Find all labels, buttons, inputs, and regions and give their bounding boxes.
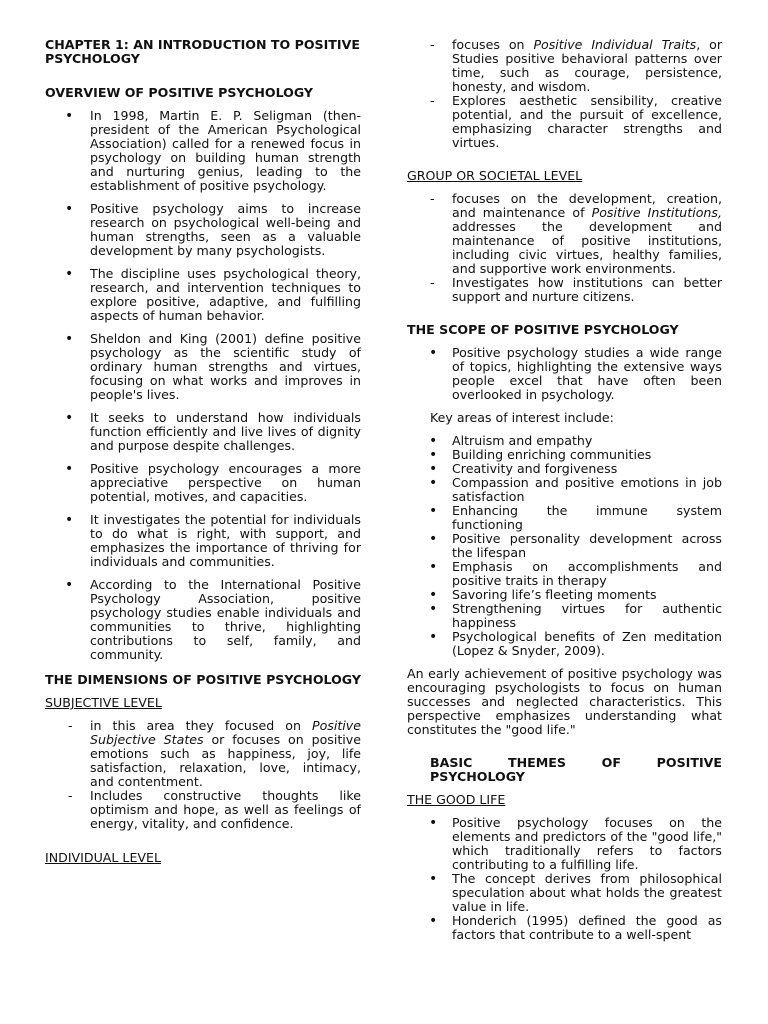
key-area-item: • Savoring life’s fleeting moments — [407, 588, 722, 602]
overview-bullet: • Sheldon and King (2001) define positive psychology as the scientific study of ordinary human strengths and virtues, focusing on what works and improves in people's lives. — [45, 332, 361, 402]
overview-bullet: • It investigates the potential for individuals to do what is right, with support, and emphasizes the importance of thriving for individuals and communities. — [45, 513, 361, 569]
good-life-bullet: • Positive psychology focuses on the elements and predictors of the "good life," which traditionally refers to factors contributing to a fulfilling life. — [407, 816, 722, 872]
individual-level-label: INDIVIDUAL LEVEL — [45, 850, 161, 865]
right-column — [407, 38, 722, 942]
group-dash-item: - Investigates how institutions can better support and nurture citizens. — [407, 276, 722, 304]
themes-heading: BASIC THEMES OF POSITIVE PSYCHOLOGY — [430, 755, 722, 784]
group-level-label: GROUP OR SOCIETAL LEVEL — [407, 168, 583, 183]
key-area-item: • Compassion and positive emotions in job satisfaction — [407, 476, 722, 504]
key-area-item: • Positive personality development across the lifespan — [407, 532, 722, 560]
individual-dash-item: - focuses on Positive Individual Traits, or Studies positive behavioral patterns over time, such as courage, persistence, honesty, and wisdom. — [407, 38, 722, 94]
scope-closing-paragraph: An early achievement of positive psychology was encouraging psychologists to focus on human successes and neglected characteristics. This perspective emphasizes understanding what constitutes the "good life." — [407, 666, 722, 737]
key-area-item: • Altruism and empathy — [407, 434, 722, 448]
subjective-dash-item: - Includes constructive thoughts like optimism and hope, as well as feelings of energy, vitality, and confidence. — [45, 789, 361, 831]
overview-bullet-list — [45, 109, 361, 662]
overview-bullet: • In 1998, Martin E. P. Seligman (then-president of the American Psychological Association) called for a renewed focus in psychology on building human strength and nurturing genius, leading to the establishment of positive psychology. — [45, 109, 361, 193]
good-life-bullet: • The concept derives from philosophical speculation about what holds the greatest value in life. — [407, 872, 722, 914]
subjective-dash-list — [45, 719, 361, 831]
dimensions-heading: THE DIMENSIONS OF POSITIVE PSYCHOLOGY — [45, 672, 361, 687]
key-area-item: • Psychological benefits of Zen meditation (Lopez & Snyder, 2009). — [407, 630, 722, 658]
key-area-item: • Creativity and forgiveness — [407, 462, 722, 476]
key-area-item: • Strengthening virtues for authentic happiness — [407, 602, 722, 630]
key-areas-list — [407, 434, 722, 658]
individual-dash-list — [407, 38, 722, 150]
left-column — [45, 38, 361, 865]
good-life-list — [407, 816, 722, 942]
overview-bullet: • Positive psychology aims to increase research on psychological well-being and human strengths, seen as a valuable development by many psychologists. — [45, 202, 361, 258]
overview-bullet: • The discipline uses psychological theory, research, and intervention techniques to explore positive, adaptive, and fulfilling aspects of human behavior. — [45, 267, 361, 323]
scope-heading: THE SCOPE OF POSITIVE PSYCHOLOGY — [407, 322, 679, 337]
good-life-bullet: • Honderich (1995) defined the good as factors that contribute to a well-spent — [407, 914, 722, 942]
key-area-item: • Building enriching communities — [407, 448, 722, 462]
overview-bullet: • Positive psychology encourages a more appreciative perspective on human potential, motives, and capacities. — [45, 462, 361, 504]
chapter-title: CHAPTER 1: AN INTRODUCTION TO POSITIVE PSYCHOLOGY — [45, 37, 360, 66]
overview-bullet: • It seeks to understand how individuals function efficiently and live lives of dignity and purpose despite challenges. — [45, 411, 361, 453]
individual-dash-item: - Explores aesthetic sensibility, creative potential, and the pursuit of excellence, emphasizing character strengths and virtues. — [407, 94, 722, 150]
overview-heading: OVERVIEW OF POSITIVE PSYCHOLOGY — [45, 85, 314, 100]
subjective-dash-item: - in this area they focused on Positive Subjective States or focuses on positive emotions such as happiness, joy, life satisfaction, relaxation, love, intimacy, and contentment. — [45, 719, 361, 789]
overview-bullet: • According to the International Positive Psychology Association, positive psychology studies enable individuals and communities to thrive, highlighting contributions to self, family, and community. — [45, 578, 361, 662]
group-dash-list — [407, 192, 722, 304]
key-area-item: • Emphasis on accomplishments and positive traits in therapy — [407, 560, 722, 588]
good-life-label: THE GOOD LIFE — [407, 792, 506, 807]
subjective-level-label: SUBJECTIVE LEVEL — [45, 695, 162, 710]
group-dash-item: - focuses on the development, creation, and maintenance of Positive Institutions, addresses the development and maintenance of positive institutions, including civic virtues, healthy families, and supportive work environments. — [407, 192, 722, 276]
scope-intro-bullet: • Positive psychology studies a wide range of topics, highlighting the extensive ways people excel that have often been overlooked in psychology. — [407, 346, 722, 402]
scope-intro-list — [407, 346, 722, 402]
key-areas-label: Key areas of interest include: — [430, 410, 614, 425]
key-area-item: • Enhancing the immune system functioning — [407, 504, 722, 532]
